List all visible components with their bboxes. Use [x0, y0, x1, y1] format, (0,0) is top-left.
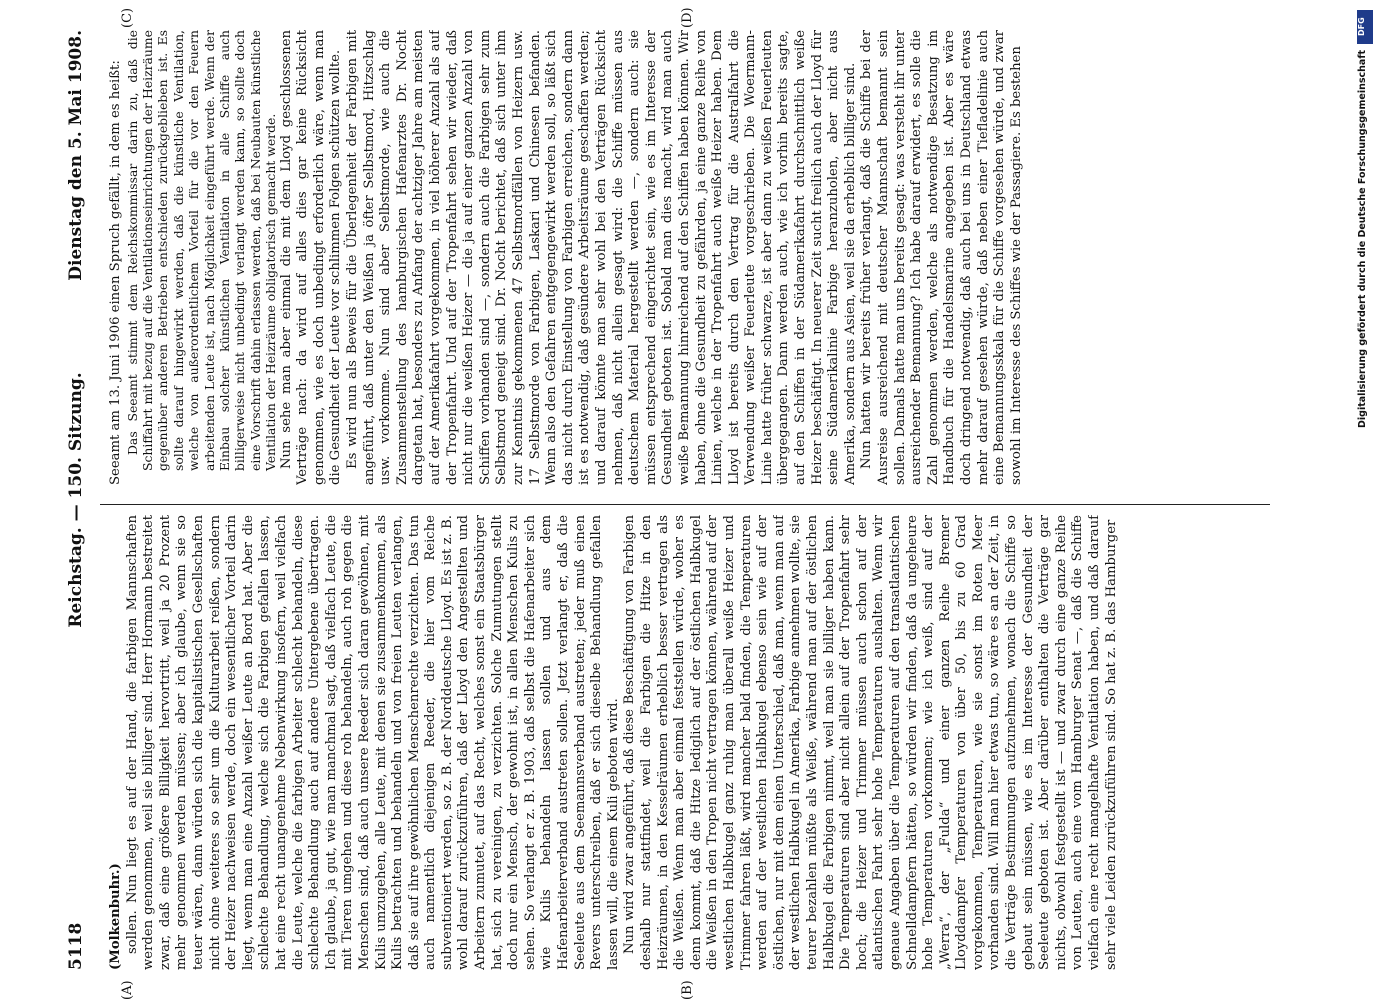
- page-header: [60, 30, 94, 970]
- right-column: [108, 30, 1268, 485]
- margin-mark-a: (A): [120, 980, 135, 1000]
- margin-mark-c: (C): [120, 7, 135, 28]
- right-paragraph: Nun hatten wir bereits früher verlangt, daß die Schiffe bei der Ausreise ausreichend mit deutscher Mannschaft bemannt sein sollen. Damals hatte man uns bereits gesagt: was versteht ihr unter ausreichender Bemannung? Ich habe darauf erwidert, es solle die Zahl genommen werden, welche als notwendige Besatzung im Handbuch für die Handelsmarine angegeben ist. Aber es wäre doch dringend notwendig, daß auch bei uns in Deutschland etwas mehr darauf gesehen würde, daß neben einer Tiefladelinie auch eine Bemannungsskala für die Schiffe vorgesehen würde, und zwar sowohl im Interesse des Schiffes wie der Passagiere. Es bestehen: [859, 30, 1024, 485]
- left-column: [108, 515, 1268, 970]
- margin-mark-b: (B): [680, 980, 695, 1000]
- column-divider: [100, 504, 1270, 505]
- dfg-logo: DFG: [1357, 10, 1373, 44]
- header-date: Dienstag den 5. Mai 1908.: [66, 30, 86, 281]
- page-content: [60, 0, 1300, 1000]
- left-paragraph: Nun wird zwar angeführt, daß diese Beschäftigung von Farbigen deshalb nur stattfindet, weil die Farbigen die Hitze in den Heizräumen, in den Kesselräumen erheblich besser vertragen als die Weißen. Wenn man aber einmal feststellen würde, woher es denn kommt, daß die Hitze lediglich auf der östlichen Halbkugel die Weißen in den Tropen nicht vertragen können, während auf der westlichen Halbkugel ganz ruhig man überall weiße Heizer und Trimmer fahren läßt, wird mancher bald finden, die Temperaturen werden auf der westlichen Halbkugel ebenso sein wie auf der östlichen, nur mit dem einen Unterschied, daß man, wenn man auf der westlichen Halbkugel in Amerika, Farbige annehmen wollte, sie teurer bezahlen müßte als Weiße, während man auf der östlichen Halbkugel die Farbigen nimmt, weil man sie billiger haben kann. Die Temperaturen sind aber nicht allein auf der Tropenfahrt sehr hoch; die Heizer und Trimmer müssen auch schon auf der atlantischen Fahrt sehr hohe Temperaturen aushalten. Wenn wir genaue Angaben über die Temperaturen auf den transatlantischen Schnelldampfern hätten, so würden wir finden, daß da ungeheure hohe Temperaturen vorkommen; wie ich weiß, sind auf der „Werra“, der „Fulda“ und einer ganzen Reihe Bremer Lloyddampfer Temperaturen von über 50, bis zu 60 Grad vorgekommen, Temperaturen, wie sie sonst im Roten Meer vorhanden sind. Will man hier etwas tun, so wäre es an der Zeit, in die Verträge Bestimmungen aufzunehmen, wonach die Schiffe so gebaut sein müssen, wie es im Interesse der Gesundheit der Seeleute geboten ist. Aber darüber enthalten die Verträge gar nichts, obwohl festgestellt ist — und zwar durch eine ganze Reihe von Leuten, auch eine vom Hamburger Senat —, daß die Schiffe vielfach eine recht mangelhafte Ventilation haben, und daß darauf sehr viele Leiden zurückzuführen sind. So hat z. B. das Hamburger: [622, 515, 1119, 970]
- rotated-page: [60, 0, 1300, 1000]
- left-paragraph: sollen. Nun liegt es auf der Hand, die farbigen Mannschaften werden genommen, weil sie billiger sind. Herr Hormann bestreitet zwar, daß eine größere Billigkeit hervortritt, weil ja 20 Prozent mehr genommen werden müssen; aber ich glaube, wenn sie so teuer wären, dann würden sich die kapitalistischen Gesellschaften nicht ohne weiteres so sehr um die Kulturarbeit reißen, sondern der Heizer nachweisen werde, doch ein wesentlicher Vorteil darin liegt, wenn man eine Anzahl weißer Leute an Bord hat. Aber die schlechte Behandlung, welche sich die Farbigen gefallen lassen, hat eine recht unangenehme Nebenwirkung insofern, weil vielfach die Leute, welche die farbigen Arbeiter schlecht behandeln, diese schlechte Behandlung auch auf andere Untergebene übertragen. Ich glaube, ja gut, wie man manchmal sagt, daß vielfach Leute, die mit Tieren umgehen und diese roh behandeln, auch roh gegen die Menschen sind, daß auch unsere Reeder sich daran gewöhnen, mit Kulis umzugehen, alle Leute, mit denen sie zusammenkommen, als Kulis betrachten und behandeln und von freien Leuten verlangen, daß sie auf ihre gewöhnlichen Menschenrechte verzichten. Das tun auch namentlich diejenigen Reeder, die hier vom Reiche subventioniert werden, so z. B. der Norddeutsche Lloyd. Es ist z. B. wohl darauf zurückzuführen, daß der Lloyd den Angestellten und Arbeitern zumutet, auf das Recht, welches sonst ein Staatsbürger hat, sich zu vereinigen, zu verzichten. Solche Zumutungen stellt doch nur ein Mensch, der gewohnt ist, in allen Menschen Kulis zu sehen. So verlangt er z. B. 1903, daß selbst die Hafenarbeiter sich wie Kulis behandeln lassen sollen und aus dem Hafenarbeiterverband austreten sollen. Jetzt verlangt er, daß die Seeleute aus dem Seemannsverband austreten; jeder muß einen Revers unterschreiben, daß er sich dieselbe Behandlung gefallen lassen will, die einem Kuli geboten wird.: [124, 515, 621, 970]
- digitization-credit: [1357, 10, 1375, 990]
- right-paragraph: Seeamt am 13. Juni 1906 einen Spruch gefällt, in dem es heißt:: [108, 60, 123, 485]
- right-paragraph: Nun sehe man aber einmal die mit dem Lloyd geschlossenen Verträge nach: da wird auf alles dies gar keine Rücksicht genommen, wie es doch unbedingt erforderlich wäre, wenn man die Gesundheit der Leute vor schlimmen Folgen schützen wollte.: [278, 30, 344, 485]
- speaker-name: (Molkenbuhr.): [108, 863, 123, 970]
- margin-mark-d: (D): [680, 7, 695, 28]
- right-paragraph: Es wird nun als Beweis für die Überlegenheit der Farbigen mit angeführt, daß unter den Weißen ja öfter Selbstmord, Hitzschlag usw. vorkomme. Nun sind aber Selbstmorde, wie auch die Zusammenstellung des hamburgischen Hafenarztes Dr. Nocht dargetan hat, besonders zu Anfang der achtziger Jahre am meisten auf der Amerikafahrt vorgekommen, in viel höherer Anzahl als auf der Tropenfahrt. Und auf der Tropenfahrt sehen wir wieder, daß nicht nur die weißen Heizer — die ja auf einer ganzen Anzahl von Schiffen vorhanden sind —, sondern auch die Farbigen sehr zum Selbstmord geneigt sind. Dr. Nocht berichtet, daß sich unter ihm zur Kenntnis gekommenen 47 Selbstmordfällen von Heizern usw. 17 Selbstmorde von Farbigen, Laskari und Chinesen befanden. Wenn also den Gefahren entgegengewirkt werden soll, so läßt sich das nicht durch Einstellung von Farbigen erreichen, sondern dann ist es notwendig, daß gesündere Arbeitsräume geschaffen werden; und darauf könnte man sehr wohl bei den Verträgen Rücksicht nehmen, daß nicht allein gesagt wird: die Schiffe müssen aus deutschem Material hergestellt werden —, sondern auch: sie müssen entsprechend eingerichtet sein, wie es im Interesse der Gesundheit geboten ist. Sobald man dies macht, wird man auch weiße Bemannung hinreichend auf den Schiffen haben können. Wir haben, ohne die Gesundheit zu gefährden, ja eine ganze Reihe von Linien, welche in der Tropenfahrt auch weiße Heizer haben. Dem Lloyd ist bereits durch den Vertrag für die Australfahrt die Verwendung weißer Feuerleute vorgeschrieben. Die Woermann-Linie hatte früher schwarze, ist aber dann zu weißen Feuerleuten übergegangen. Dann werden auch, wie ich vorhin bereits sagte, auf den Schiffen in der Südamerikafahrt durchschnittlich weiße Heizer beschäftigt. In neuerer Zeit sucht freilich auch der Lloyd für seine Südamerikalinie Farbige heranzuholen, aber nicht aus Amerika, sondern aus Asien, weil sie da erheblich billiger sind.: [345, 30, 858, 485]
- quoted-ruling: Das Seeamt stimmt dem Reichskommissar darin zu, daß die Schiffahrt mit bezug auf die Ventilationseinrichtungen der Heizräume gegenüber anderen Betrieben entschieden zurückgeblieben ist. Es sollte darauf hingewirkt werden, daß die künstliche Ventilation, welche von außerordentlichem Vorteil für die vor den Feuern arbeitenden Leute ist, nach Möglichkeit eingeführt werde. Wenn der Einbau solcher künstlichen Ventilation in alle Schiffe auch billigerweise nicht unbedingt verlangt werden kann, so sollte doch eine Vorschrift dahin erlassen werden, daß bei Neubauten künstliche Ventilation der Heizräume obligatorisch gemacht werde.: [124, 30, 279, 471]
- header-session: Reichstag. — 150. Sitzung.: [66, 372, 86, 628]
- page-number: 5118: [66, 922, 86, 970]
- funding-note: Digitalisierung gefördert durch die Deutsche Forschungsgemeinschaft: [1357, 50, 1368, 428]
